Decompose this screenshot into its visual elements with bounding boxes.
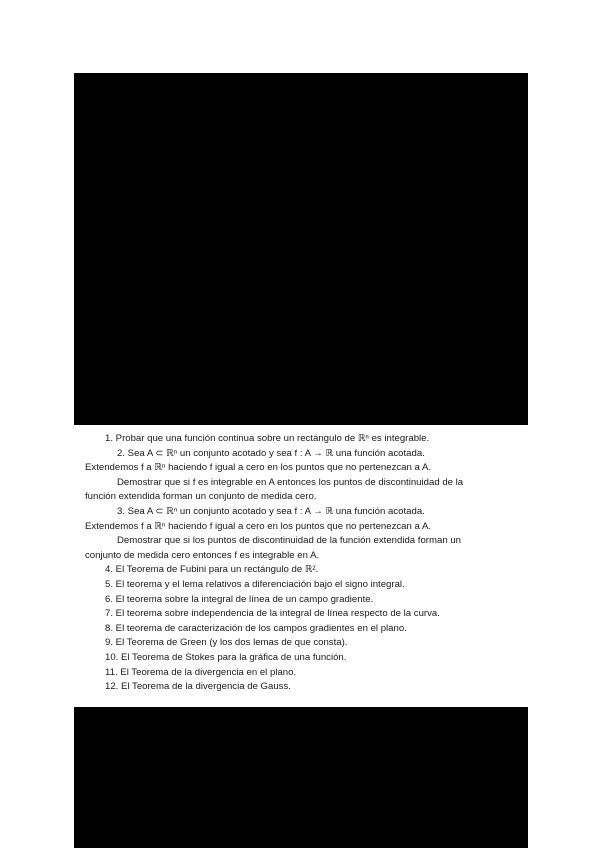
list-item: 8. El teorema de caracterización de los campos gradientes en el plano. <box>105 622 407 634</box>
list-item: 11. El Teorema de la divergencia en el plano. <box>105 666 297 678</box>
list-item: 10. El Teorema de Stokes para la gráfica de una función. <box>105 651 347 663</box>
list-item: 12. El Teorema de la divergencia de Gauss. <box>105 681 291 693</box>
list-item: 4. El Teorema de Fubini para un rectángulo de ℝ². <box>105 564 319 576</box>
list-item-continuation: Demostrar que si los puntos de discontinuidad de la función extendida forman un <box>117 535 461 547</box>
list-item-continuation: Extendemos f a ℝⁿ haciendo f igual a cero en los puntos que no pertenezcan a A. <box>85 520 432 532</box>
list-item-continuation: conjunto de medida cero entonces f es integrable en A. <box>85 549 320 561</box>
list-item-continuation: función extendida forman un conjunto de medida cero. <box>85 491 317 503</box>
list-item: 3. Sea A ⊂ ℝⁿ un conjunto acotado y sea f : A → ℝ una función acotada. <box>117 505 425 517</box>
list-item: 1. Probar que una función continua sobre un rectángulo de ℝⁿ es integrable. <box>105 433 430 444</box>
exam-topics-list <box>85 432 520 695</box>
redacted-image-bottom <box>74 707 528 848</box>
list-item-continuation: Demostrar que si f es integrable en A entonces los puntos de discontinuidad de la <box>117 476 464 488</box>
redacted-image-top <box>74 73 528 425</box>
list-item: 2. Sea A ⊂ ℝⁿ un conjunto acotado y sea f : A → ℝ una función acotada. <box>117 447 425 459</box>
list-item-continuation: Extendemos f a ℝⁿ haciendo f igual a cero en los puntos que no pertenezcan a A. <box>85 462 432 474</box>
list-item: 5. El teorema y el lema relativos a diferenciación bajo el signo integral. <box>105 578 405 590</box>
list-item: 9. El Teorema de Green (y los dos lemas de que consta). <box>105 637 348 649</box>
list-item: 6. El teorema sobre la integral de línea de un campo gradiente. <box>105 593 374 605</box>
list-item: 7. El teorema sobre independencia de la integral de línea respecto de la curva. <box>105 608 440 620</box>
